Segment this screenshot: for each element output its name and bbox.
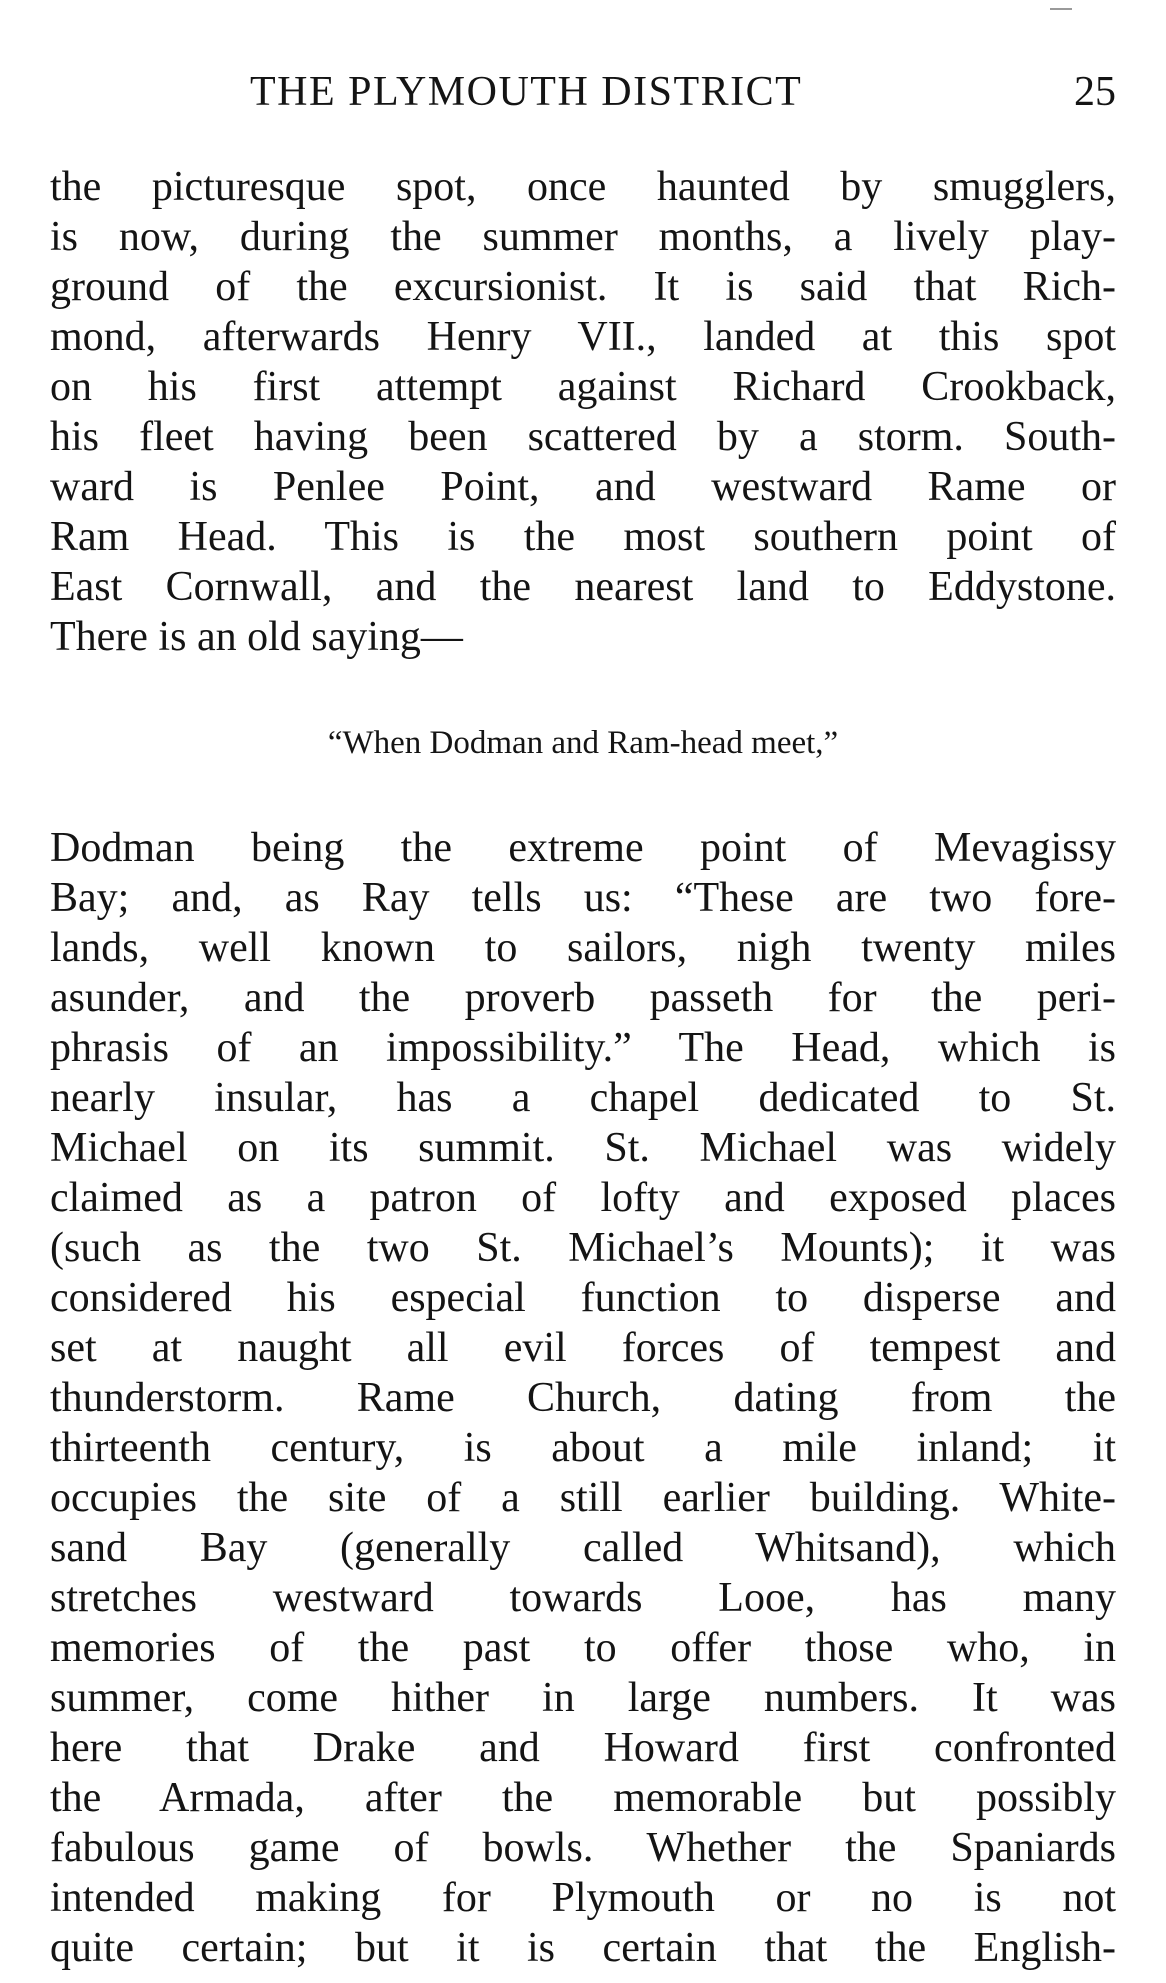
paragraph-smugglers-spot: [50, 162, 1116, 662]
text-line: Ram Head. This is the most southern point of: [50, 514, 1116, 560]
text-line: Dodman being the extreme point of Mevagissy: [50, 825, 1116, 871]
text-line: thunderstorm. Rame Church, dating from the: [50, 1375, 1116, 1421]
scan-mark: [1050, 8, 1072, 10]
running-head-title: THE PLYMOUTH DISTRICT: [250, 69, 803, 115]
text-line: ward is Penlee Point, and westward Rame or: [50, 464, 1116, 510]
text-line: phrasis of an impossibility.” The Head, which is: [50, 1025, 1116, 1071]
text-line: considered his especial function to disperse and: [50, 1275, 1116, 1321]
text-line: claimed as a patron of lofty and exposed places: [50, 1175, 1116, 1221]
text-line: memories of the past to offer those who, in: [50, 1625, 1116, 1671]
text-line: quite certain; but it is certain that the English-: [50, 1925, 1116, 1971]
text-line: the Armada, after the memorable but possibly: [50, 1775, 1116, 1821]
text-line: asunder, and the proverb passeth for the peri-: [50, 975, 1116, 1021]
text-line: fabulous game of bowls. Whether the Spaniards: [50, 1825, 1116, 1871]
text-line: the picturesque spot, once haunted by smugglers,: [50, 164, 1116, 210]
quoted-saying: “When Dodman and Ram-head meet,”: [327, 725, 839, 761]
text-line: here that Drake and Howard first confronted: [50, 1725, 1116, 1771]
text-line: mond, afterwards Henry VII., landed at this spot: [50, 314, 1116, 360]
paragraph-dodman-ram-head: [50, 823, 1116, 1973]
text-line: occupies the site of a still earlier building. White-: [50, 1475, 1116, 1521]
text-line: his fleet having been scattered by a storm. South-: [50, 414, 1116, 460]
text-line: ground of the excursionist. It is said that Rich-: [50, 264, 1116, 310]
text-line: summer, come hither in large numbers. It was: [50, 1675, 1116, 1721]
text-line: There is an old saying—: [50, 614, 463, 660]
running-head: [50, 62, 1116, 122]
text-line: on his first attempt against Richard Crookback,: [50, 364, 1116, 410]
text-line: (such as the two St. Michael’s Mounts); it was: [50, 1225, 1116, 1271]
text-line: Bay; and, as Ray tells us: “These are two fore-: [50, 875, 1116, 921]
text-line: Michael on its summit. St. Michael was widely: [50, 1125, 1116, 1171]
text-line: stretches westward towards Looe, has many: [50, 1575, 1116, 1621]
text-line: nearly insular, has a chapel dedicated to St.: [50, 1075, 1116, 1121]
text-line: East Cornwall, and the nearest land to Eddystone.: [50, 564, 1116, 610]
text-line: intended making for Plymouth or no is not: [50, 1875, 1116, 1921]
text-line: lands, well known to sailors, nigh twenty miles: [50, 925, 1116, 971]
text-line: is now, during the summer months, a lively play-: [50, 214, 1116, 260]
page-number: 25: [1074, 69, 1116, 115]
text-line: set at naught all evil forces of tempest and: [50, 1325, 1116, 1371]
text-line: thirteenth century, is about a mile inland; it: [50, 1425, 1116, 1471]
text-line: sand Bay (generally called Whitsand), which: [50, 1525, 1116, 1571]
